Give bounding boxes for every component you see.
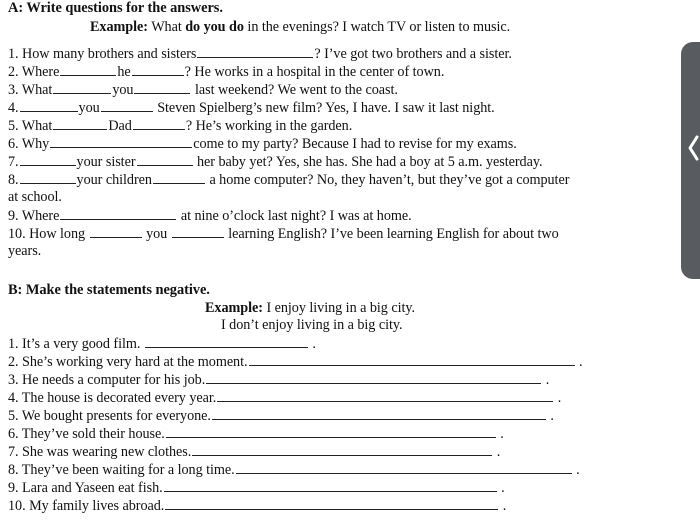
- item-text: He needs a computer for his job.: [22, 372, 206, 388]
- item-text: come to my party? Because I had to revise for my exams.: [193, 136, 517, 152]
- a-item-8: [8, 171, 569, 189]
- item-number: 7.: [8, 154, 19, 170]
- item-number: 10.: [8, 498, 26, 514]
- item-number: 1.: [8, 46, 19, 62]
- item-text: you: [146, 226, 168, 242]
- item-number: 6.: [8, 136, 19, 152]
- answer-blank[interactable]: [172, 225, 224, 238]
- example-line-1: I enjoy living in a big city.: [266, 300, 415, 316]
- item-text: Where: [21, 208, 60, 224]
- item-text: We bought presents for everyone.: [21, 408, 211, 424]
- answer-blank[interactable]: [20, 99, 78, 112]
- answer-blank[interactable]: [134, 81, 190, 94]
- answer-blank[interactable]: [60, 63, 116, 76]
- item-text: ? He works in a hospital in the center of town.: [184, 64, 445, 80]
- item-number: 6.: [8, 426, 19, 442]
- item-text: Why: [21, 136, 50, 152]
- answer-blank[interactable]: [132, 63, 184, 76]
- a-item-10-continuation: years.: [8, 243, 42, 259]
- a-item-9: [8, 207, 412, 225]
- a-item-1: [8, 45, 512, 63]
- item-number: 4.: [8, 100, 19, 116]
- item-text: you: [78, 100, 100, 116]
- a-item-4: [8, 99, 495, 117]
- item-text: your sister: [76, 154, 136, 170]
- b-item-5: 5. We bought presents for everyone. .: [8, 408, 554, 424]
- answer-blank[interactable]: [165, 497, 498, 510]
- item-number: 2.: [8, 64, 19, 80]
- item-number: 2.: [8, 354, 19, 370]
- section-b-title: B: Make the statements negative.: [8, 282, 210, 298]
- item-number: 8.: [8, 172, 19, 188]
- item-text: you: [112, 82, 134, 98]
- item-number: 9.: [8, 480, 19, 496]
- a-item-2: [8, 63, 444, 81]
- answer-blank[interactable]: [137, 153, 193, 166]
- item-number: 7.: [8, 444, 19, 460]
- item-text: Where: [21, 64, 60, 80]
- answer-blank[interactable]: [217, 389, 553, 402]
- answer-blank[interactable]: [53, 117, 107, 130]
- section-b-example: [205, 300, 415, 317]
- example-question-bold: do you do: [185, 19, 244, 35]
- item-text: learning English? I’ve been learning English for about two: [228, 226, 559, 242]
- answer-blank[interactable]: [133, 117, 185, 130]
- item-number: 10.: [8, 226, 26, 242]
- b-item-6: 6. They’ve sold their house. .: [8, 426, 504, 442]
- item-text: Steven Spielberg’s new film? Yes, I have. I saw it last night.: [157, 100, 495, 116]
- item-text: She’s working very hard at the moment.: [22, 354, 248, 370]
- item-number: 9.: [8, 208, 19, 224]
- item-number: 5.: [8, 118, 19, 134]
- answer-blank[interactable]: [153, 171, 205, 184]
- item-number: 8.: [8, 462, 19, 478]
- answer-blank[interactable]: [53, 81, 111, 94]
- b-item-2: 2. She’s working very hard at the moment. .: [8, 354, 583, 370]
- chevron-left-icon[interactable]: [686, 134, 700, 162]
- item-number: 3.: [8, 372, 19, 388]
- item-text: How many brothers and sisters: [22, 46, 197, 62]
- answer-blank[interactable]: [164, 479, 497, 492]
- answer-blank[interactable]: [60, 207, 176, 220]
- example-label: Example:: [90, 19, 148, 35]
- item-text: The house is decorated every year.: [21, 390, 217, 406]
- answer-blank[interactable]: [20, 171, 76, 184]
- item-number: 3.: [8, 82, 19, 98]
- item-number: 1.: [8, 336, 19, 352]
- answer-blank[interactable]: [236, 461, 572, 474]
- answer-blank[interactable]: [206, 371, 541, 384]
- viewer-side-panel[interactable]: [681, 42, 700, 279]
- item-text: They’ve sold their house.: [21, 426, 165, 442]
- item-text: last weekend? We went to the coast.: [194, 82, 398, 98]
- section-a-example: [90, 19, 510, 36]
- b-item-7: 7. She was wearing new clothes. .: [8, 444, 501, 460]
- example-question-pre: What: [151, 19, 182, 35]
- answer-blank[interactable]: [101, 99, 153, 112]
- item-text: What: [21, 118, 53, 134]
- item-text: a home computer? No, they haven’t, but they’ve got a computer: [209, 172, 570, 188]
- b-item-1: 1. It’s a very good film. .: [8, 336, 316, 352]
- item-number: 5.: [8, 408, 19, 424]
- a-item-8-continuation: at school.: [8, 189, 62, 205]
- b-item-4: 4. The house is decorated every year. .: [8, 390, 562, 406]
- item-text: at nine o’clock last night? I was at home.: [180, 208, 412, 224]
- answer-blank[interactable]: [197, 45, 313, 58]
- answer-blank[interactable]: [166, 425, 496, 438]
- section-a-title: A: Write questions for the answers.: [8, 0, 223, 16]
- item-text: your children: [76, 172, 152, 188]
- answer-blank[interactable]: [20, 153, 76, 166]
- section-b-example-answer: I don’t enjoy living in a big city.: [221, 317, 403, 333]
- answer-blank[interactable]: [90, 225, 142, 238]
- b-item-3: 3. He needs a computer for his job. .: [8, 372, 550, 388]
- answer-blank[interactable]: [50, 135, 192, 148]
- item-text: he: [117, 64, 131, 80]
- item-text: How long: [29, 226, 86, 242]
- b-item-10: 10. My family lives abroad. .: [8, 498, 507, 514]
- item-text: her baby yet? Yes, she has. She had a boy at 5 a.m. yesterday.: [197, 154, 543, 170]
- item-text: She was wearing new clothes.: [22, 444, 192, 460]
- item-number: 4.: [8, 390, 19, 406]
- item-text: What: [21, 82, 53, 98]
- b-item-8: 8. They’ve been waiting for a long time. .: [8, 462, 580, 478]
- a-item-10: [8, 225, 559, 243]
- item-text: It’s a very good film.: [22, 336, 141, 352]
- a-item-6: [8, 135, 517, 153]
- a-item-5: [8, 117, 352, 135]
- answer-blank[interactable]: [145, 335, 308, 348]
- answer-blank[interactable]: [212, 407, 546, 420]
- example-label: Example:: [205, 300, 263, 316]
- item-text: ? He’s working in the garden.: [185, 118, 353, 134]
- answer-blank[interactable]: [192, 443, 492, 456]
- item-text: Dad: [108, 118, 132, 134]
- item-text: They’ve been waiting for a long time.: [21, 462, 235, 478]
- example-question-post: in the evenings? I watch TV or listen to music.: [247, 19, 511, 35]
- item-text: ? I’ve got two brothers and a sister.: [314, 46, 512, 62]
- a-item-3: [8, 81, 398, 99]
- answer-blank[interactable]: [249, 353, 575, 366]
- a-item-7: [8, 153, 542, 171]
- item-text: My family lives abroad.: [29, 498, 165, 514]
- b-item-9: 9. Lara and Yaseen eat fish. .: [8, 480, 505, 496]
- item-text: Lara and Yaseen eat fish.: [22, 480, 163, 496]
